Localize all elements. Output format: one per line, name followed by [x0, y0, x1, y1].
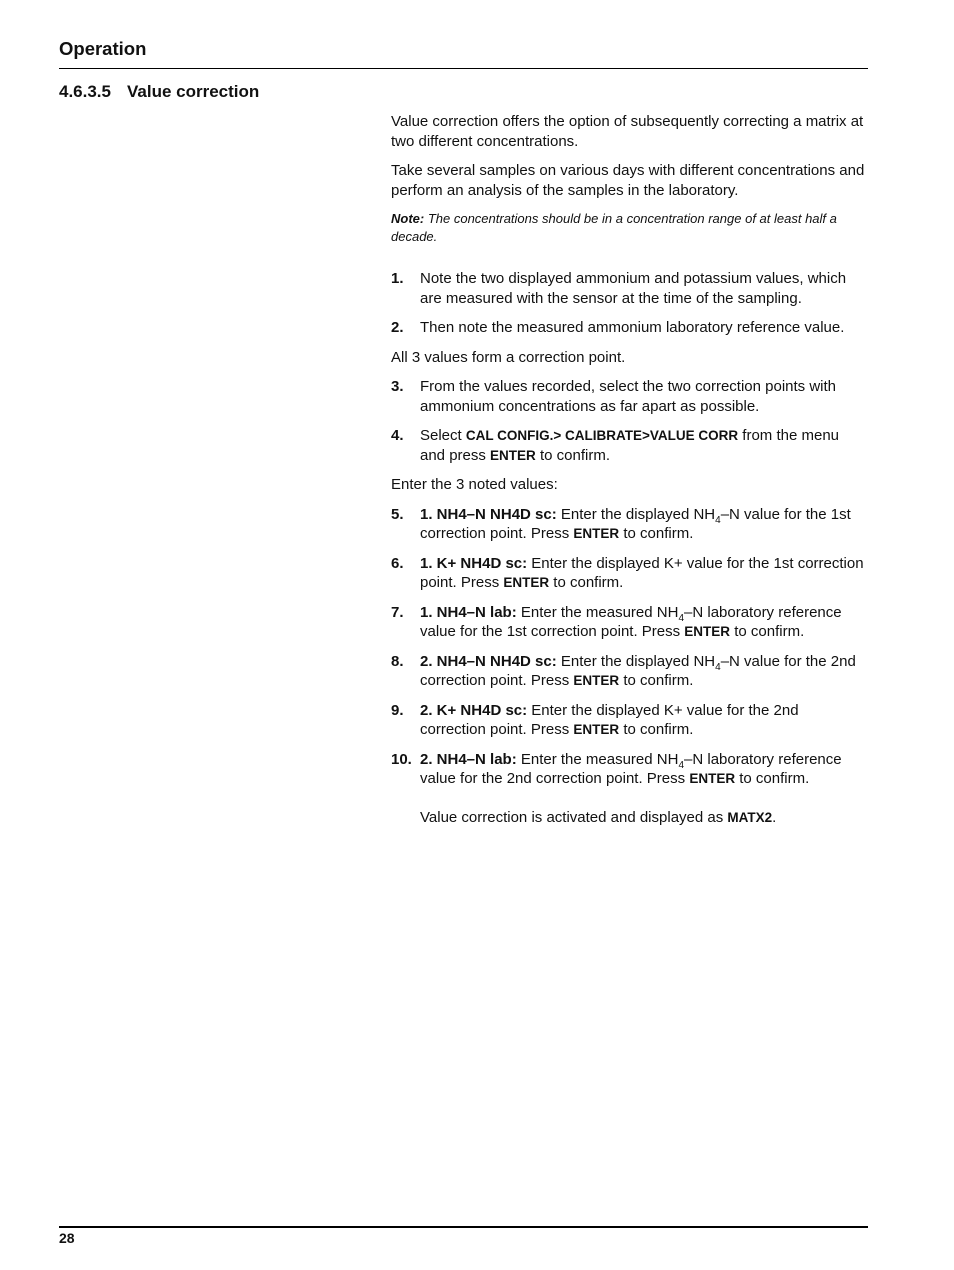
step-label: 1. K+ NH4D sc:: [420, 554, 528, 572]
enter-key: ENTER: [503, 575, 550, 590]
step-number: 9.: [391, 701, 404, 719]
note-text: The concentrations should be in a concentration range of at least half a decade.: [391, 211, 837, 244]
step-text: to confirm.: [619, 525, 694, 542]
step-label: 2. K+ NH4D sc:: [420, 701, 528, 719]
step-text: Enter the measured NH: [516, 603, 679, 621]
step-1: [391, 269, 867, 308]
step-label: 1. NH4–N lab:: [420, 603, 517, 621]
step-text: –N value for the 1st correction point. Press: [420, 505, 851, 542]
step-text: from the menu and press: [420, 427, 840, 464]
step-text: Enter the displayed K+ value for the 2nd correction point. Press: [420, 701, 799, 738]
step-number: 3.: [391, 378, 404, 395]
step-8: [391, 652, 867, 691]
section-number: 4.6.3.5: [59, 82, 111, 101]
enter-key: ENTER: [490, 447, 536, 463]
step-number: 10.: [391, 750, 412, 768]
page-number: 28: [59, 1230, 75, 1246]
step-2: [391, 318, 867, 338]
enter-key: ENTER: [684, 624, 731, 639]
step-label: 1. NH4–N NH4D sc:: [420, 505, 557, 523]
page-header-title: Operation: [59, 38, 147, 59]
step-9: [391, 701, 867, 740]
step-number: 4.: [391, 427, 404, 444]
step-number: 1.: [391, 270, 404, 287]
subscript: 4: [715, 514, 721, 526]
enter-values-note: Enter the 3 noted values:: [391, 476, 558, 493]
step-text: Enter the displayed NH: [556, 652, 716, 670]
step-number: 2.: [391, 319, 404, 336]
section-title: Value correction: [127, 82, 260, 101]
step-4: [391, 426, 867, 465]
step-5: [391, 505, 867, 544]
step-text: Enter the displayed NH: [556, 505, 716, 523]
step-number: 8.: [391, 652, 404, 670]
note-label: Note:: [391, 211, 425, 226]
header-divider: [59, 68, 868, 69]
matrix-display-label: MATX2: [727, 809, 773, 825]
step-text: Enter the measured NH: [516, 750, 679, 768]
subscript: 4: [715, 661, 721, 673]
step-text: to confirm.: [730, 623, 805, 640]
step-10: [391, 750, 867, 789]
step-text: to confirm.: [549, 574, 624, 591]
step-text: Select: [420, 427, 466, 444]
enter-key: ENTER: [573, 526, 620, 541]
step-3: [391, 377, 867, 416]
step-text: –N laboratory reference value for the 2nd correction point. Press: [420, 750, 842, 787]
enter-key: ENTER: [689, 771, 736, 786]
step-text: to confirm.: [535, 446, 610, 464]
enter-key: ENTER: [573, 722, 620, 737]
menu-path: CAL CONFIG.> CALIBRATE>VALUE CORR: [465, 428, 739, 443]
intro-paragraph-2: Take several samples on various days with different concentrations and perform an analysis of the samples in the laboratory.: [391, 162, 865, 199]
step-label: 2. NH4–N NH4D sc:: [420, 652, 557, 670]
step-text: –N value for the 2nd correction point. Press: [420, 652, 856, 689]
step-text: –N laboratory reference value for the 1st correction point. Press: [420, 603, 842, 640]
footer-divider: [59, 1226, 868, 1228]
step-number: 7.: [391, 603, 404, 621]
step-text: Note the two displayed ammonium and potassium values, which are measured with the sensor at the time of the sampling.: [420, 270, 847, 307]
step-number: 5.: [391, 505, 404, 523]
step-text: to confirm.: [619, 721, 694, 738]
step-text: Enter the displayed K+ value for the 1st correction point. Press: [420, 554, 864, 591]
enter-key: ENTER: [573, 673, 620, 688]
step-text: From the values recorded, select the two correction points with ammonium concentrations as far apart as possible.: [420, 378, 837, 415]
step-6: [391, 554, 867, 593]
final-text: .: [772, 808, 777, 826]
subscript: 4: [678, 612, 685, 624]
subscript: 4: [678, 759, 685, 771]
intro-paragraph-1: Value correction offers the option of subsequently correcting a matrix at two different concentrations.: [391, 113, 864, 150]
step-text: Then note the measured ammonium laboratory reference value.: [420, 319, 845, 336]
correction-point-note: All 3 values form a correction point.: [391, 348, 626, 366]
main-content: [391, 112, 867, 827]
final-text: Value correction is activated and displayed as: [420, 808, 728, 826]
step-7: [391, 603, 867, 642]
final-result-note: [391, 808, 867, 828]
step-label: 2. NH4–N lab:: [420, 750, 517, 768]
section-heading: [59, 82, 259, 102]
note: [391, 210, 867, 246]
step-text: to confirm.: [619, 672, 694, 689]
step-number: 6.: [391, 554, 404, 572]
step-text: to confirm.: [735, 770, 810, 787]
